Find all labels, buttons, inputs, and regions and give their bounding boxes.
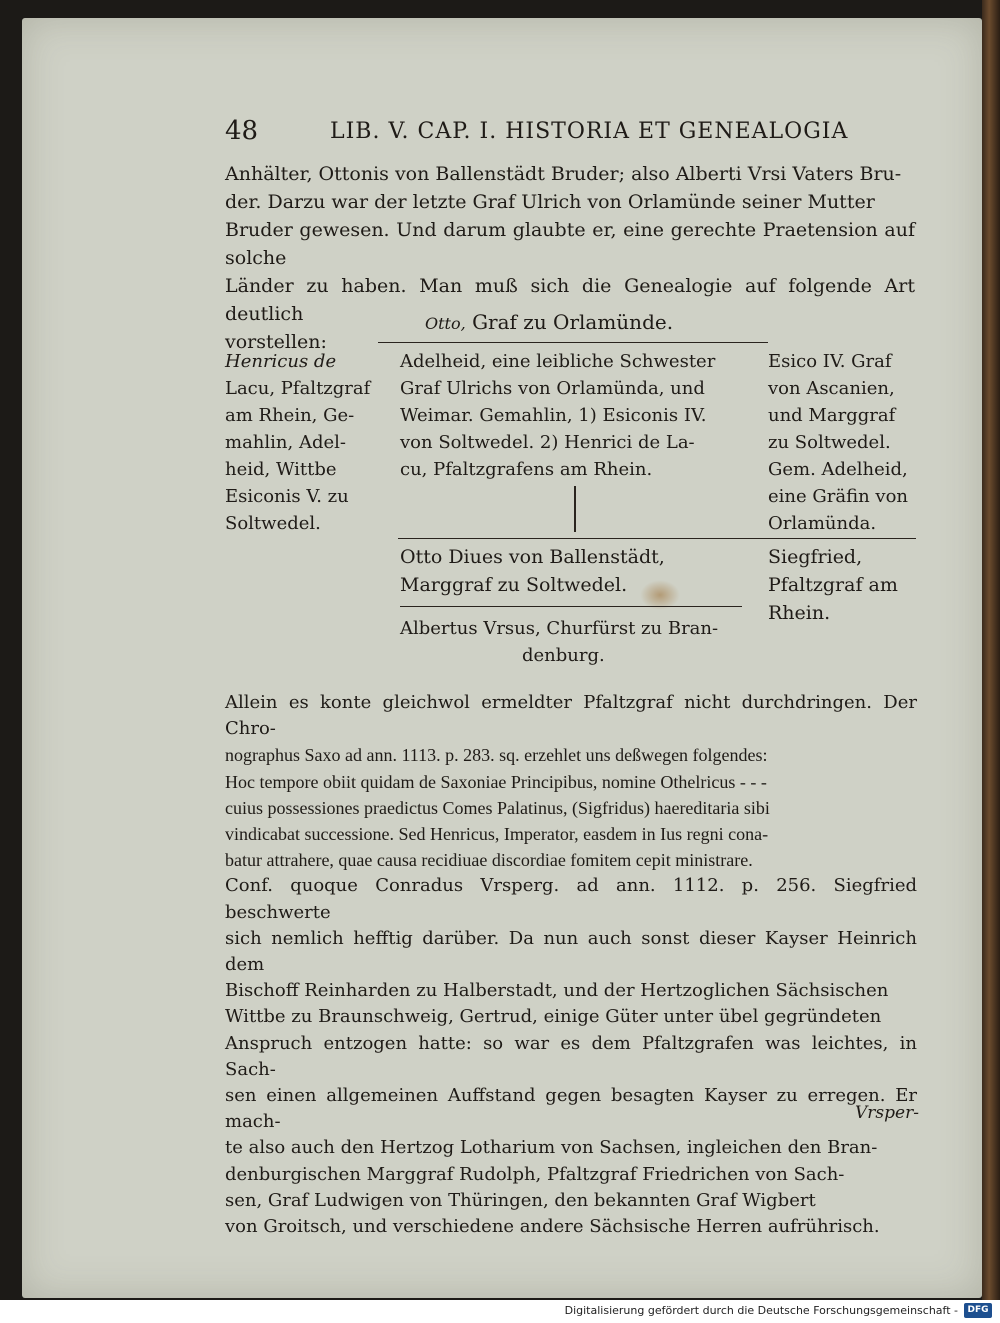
text-line: von Groitsch, und verschiedene andere Sächsische Herren aufrührisch. bbox=[225, 1216, 880, 1238]
text-line: Albertus Vrsus, Churfürst zu Bran- bbox=[400, 618, 719, 639]
text-line: Hoc tempore obiit quidam de Saxoniae Principibus, nomine Othelricus - - - bbox=[225, 771, 767, 792]
text-line: Orlamünda. bbox=[768, 513, 877, 534]
text-line: Marggraf zu Soltwedel. bbox=[400, 574, 628, 596]
text-line: Adelheid, eine leibliche Schwester bbox=[400, 351, 716, 372]
root-title: Graf zu Orlamünde. bbox=[472, 310, 674, 334]
text-line: Gem. Adelheid, bbox=[768, 459, 908, 480]
text-line: vorstellen: bbox=[225, 331, 327, 353]
text-line: te also auch den Hertzog Lotharium von Sachsen, ingleichen den Bran- bbox=[225, 1137, 878, 1159]
text-line: sich nemlich hefftig darüber. Da nun auch sonst dieser Kayser Heinrich dem bbox=[225, 927, 917, 976]
genealogy-middle-column bbox=[400, 348, 745, 483]
text-line: Esiconis V. zu bbox=[225, 486, 349, 507]
text-line: cu, Pfaltzgrafens am Rhein. bbox=[400, 459, 653, 480]
text-line: Pfaltzgraf am bbox=[768, 574, 898, 596]
text-line: Henricus de bbox=[225, 351, 337, 372]
text-line: Wittbe zu Braunschweig, Gertrud, einige Güter unter übel gegründeten bbox=[225, 1006, 882, 1028]
genealogy-child-siegfried bbox=[768, 543, 916, 627]
dfg-logo: DFG bbox=[964, 1303, 992, 1318]
descent-line bbox=[574, 486, 576, 532]
page-number: 48 bbox=[225, 116, 259, 146]
text-line: von Soltwedel. 2) Henrici de La- bbox=[400, 432, 695, 453]
text-line: Länder zu haben. Man muß sich die Genealogie auf folgende Art deutlich bbox=[225, 275, 915, 325]
text-line: Allein es konte gleichwol ermeldter Pfaltzgraf nicht durchdringen. Der Chro- bbox=[225, 692, 917, 740]
genealogy-root bbox=[425, 310, 745, 334]
book-spine bbox=[982, 0, 1000, 1300]
text-line: Weimar. Gemahlin, 1) Esiconis IV. bbox=[400, 405, 707, 426]
text-line: vindicabat successione. Sed Henricus, Imperator, easdem in Ius regni cona- bbox=[225, 824, 769, 845]
bracket-line bbox=[398, 538, 916, 539]
text-line: Lacu, Pfaltzgraf bbox=[225, 378, 371, 399]
text-line: Bruder gewesen. Und darum glaubte er, eine gerechte Praetension auf solche bbox=[225, 219, 915, 269]
text-line: Graf Ulrichs von Orlamünda, und bbox=[400, 378, 705, 399]
text-line: Bischoff Reinharden zu Halberstadt, und der Hertzoglichen Sächsischen bbox=[225, 980, 889, 1002]
text-line: eine Gräfin von bbox=[768, 486, 909, 507]
body-paragraph bbox=[225, 690, 917, 1240]
text-line: Rhein. bbox=[768, 602, 831, 624]
text-line: cuius possessiones praedictus Comes Palatinus, (Sigfridus) haereditaria sibi bbox=[225, 797, 770, 818]
text-line: nographus Saxo ad ann. 1113. p. 283. sq. erzehlet uns deßwegen folgendes: bbox=[225, 745, 768, 766]
catchword: Vrsper- bbox=[855, 1103, 919, 1123]
root-name: Otto, bbox=[425, 314, 466, 333]
text-line: zu Soltwedel. bbox=[768, 432, 891, 453]
footer-credit: Digitalisierung gefördert durch die Deutsche Forschungsgemeinschaft - bbox=[564, 1304, 958, 1317]
text-line: sen einen allgemeinen Auffstand gegen besagten Kayser zu erregen. Er mach- bbox=[225, 1085, 917, 1133]
genealogy-right-column bbox=[768, 348, 916, 537]
text-line: Conf. quoque Conradus Vrsperg. ad ann. 1112. p. 256. Siegfried beschwerte bbox=[225, 875, 917, 923]
text-line: am Rhein, Ge- bbox=[225, 405, 355, 426]
text-line: der. Darzu war der letzte Graf Ulrich von Orlamünde seiner Mutter bbox=[225, 191, 875, 213]
text-line: von Ascanien, bbox=[768, 378, 895, 399]
text-line: denburg. bbox=[522, 645, 605, 666]
text-line: mahlin, Adel- bbox=[225, 432, 346, 453]
text-line: und Marggraf bbox=[768, 405, 896, 426]
text-line: Siegfried, bbox=[768, 546, 863, 568]
text-line: denburgischen Marggraf Rudolph, Pfaltzgraf Friedrichen von Sach- bbox=[225, 1163, 845, 1185]
text-line: batur attrahere, quae causa recidiuae discordiae fomitem cepit ministrare. bbox=[225, 850, 753, 871]
page-header bbox=[225, 116, 915, 152]
text-line: Esico IV. Graf bbox=[768, 351, 892, 372]
text-line: Otto Diues von Ballenstädt, bbox=[400, 546, 665, 568]
genealogy-grandchild bbox=[400, 615, 745, 669]
text-line: Soltwedel. bbox=[225, 513, 321, 534]
text-line: heid, Wittbe bbox=[225, 459, 337, 480]
text-line: Anhälter, Ottonis von Ballenstädt Bruder; also Alberti Vrsi Vaters Bru- bbox=[225, 163, 902, 185]
genealogy-child-otto bbox=[400, 543, 745, 599]
text-line: sen, Graf Ludwigen von Thüringen, den bekannten Graf Wigbert bbox=[225, 1189, 816, 1211]
genealogy-left-column bbox=[225, 348, 375, 537]
text-line: Anspruch entzogen hatte: so war es dem Pfaltzgrafen was leichtes, in Sach- bbox=[225, 1032, 917, 1080]
bracket-line bbox=[378, 342, 768, 343]
bracket-line bbox=[400, 606, 742, 607]
running-title: LIB. V. CAP. I. HISTORIA ET GENEALOGIA bbox=[330, 119, 849, 144]
